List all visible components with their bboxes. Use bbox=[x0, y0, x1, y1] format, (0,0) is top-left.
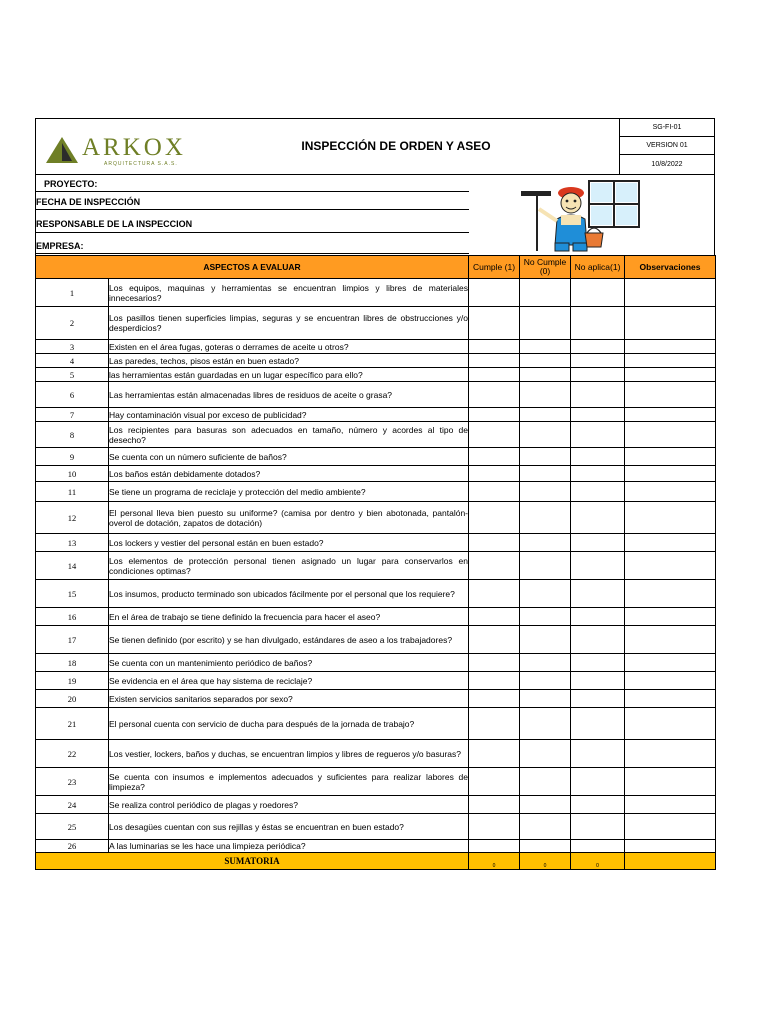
table-row bbox=[36, 654, 716, 672]
proyecto-line bbox=[36, 191, 469, 192]
cell-cumple[interactable] bbox=[469, 672, 520, 690]
cell-observaciones[interactable] bbox=[625, 708, 716, 740]
cell-no-aplica[interactable] bbox=[571, 708, 625, 740]
cell-observaciones[interactable] bbox=[625, 672, 716, 690]
cell-no-cumple[interactable] bbox=[520, 502, 571, 534]
cell-cumple[interactable] bbox=[469, 408, 520, 422]
cell-cumple[interactable] bbox=[469, 448, 520, 466]
cell-cumple[interactable] bbox=[469, 580, 520, 608]
table-row bbox=[36, 740, 716, 768]
cell-observaciones[interactable] bbox=[625, 340, 716, 354]
sum-cumple: 0 bbox=[469, 853, 520, 870]
cell-observaciones[interactable] bbox=[625, 814, 716, 840]
cell-no-cumple[interactable] bbox=[520, 814, 571, 840]
cell-no-aplica[interactable] bbox=[571, 672, 625, 690]
col-header-cumple: Cumple (1) bbox=[469, 256, 520, 279]
table-row bbox=[36, 690, 716, 708]
cell-cumple[interactable] bbox=[469, 534, 520, 552]
table-row bbox=[36, 580, 716, 608]
row-question: Los insumos, producto terminado son ubicados fácilmente por el personal que los requiere? bbox=[109, 580, 469, 608]
cell-observaciones[interactable] bbox=[625, 368, 716, 382]
cell-no-aplica[interactable] bbox=[571, 307, 625, 340]
cell-cumple[interactable] bbox=[469, 382, 520, 408]
row-question: Las herramientas están almacenadas libres de residuos de aceite o grasa? bbox=[109, 382, 469, 408]
row-number: 11 bbox=[36, 482, 109, 502]
cell-observaciones[interactable] bbox=[625, 690, 716, 708]
table-row bbox=[36, 672, 716, 690]
col-header-observaciones: Observaciones bbox=[625, 256, 716, 279]
form-title: INSPECCIÓN DE ORDEN Y ASEO bbox=[301, 139, 491, 153]
cell-no-cumple[interactable] bbox=[520, 534, 571, 552]
row-question: Los equipos, maquinas y herramientas se encuentran limpios y libres de materiales innecesarios? bbox=[109, 279, 469, 307]
cell-observaciones[interactable] bbox=[625, 502, 716, 534]
cell-no-cumple[interactable] bbox=[520, 580, 571, 608]
cell-no-aplica[interactable] bbox=[571, 382, 625, 408]
row-number: 16 bbox=[36, 608, 109, 626]
table-row bbox=[36, 796, 716, 814]
row-number: 6 bbox=[36, 382, 109, 408]
row-question: Las paredes, techos, pisos están en buen estado? bbox=[109, 354, 469, 368]
cell-observaciones[interactable] bbox=[625, 654, 716, 672]
row-question: Hay contaminación visual por exceso de publicidad? bbox=[109, 408, 469, 422]
cell-cumple[interactable] bbox=[469, 796, 520, 814]
cell-no-aplica[interactable] bbox=[571, 279, 625, 307]
cell-no-aplica[interactable] bbox=[571, 502, 625, 534]
table-row bbox=[36, 768, 716, 796]
row-question: Los pasillos tienen superficies limpias, seguras y se encuentran libres de obstrucciones y/o desperdicios? bbox=[109, 307, 469, 340]
responsable-label: RESPONSABLE DE LA INSPECCION bbox=[36, 219, 193, 229]
table-row bbox=[36, 340, 716, 354]
cell-no-cumple[interactable] bbox=[520, 552, 571, 580]
cell-cumple[interactable] bbox=[469, 354, 520, 368]
cell-cumple[interactable] bbox=[469, 840, 520, 853]
inspection-form bbox=[35, 118, 715, 870]
company-logo bbox=[46, 134, 186, 168]
cell-no-aplica[interactable] bbox=[571, 354, 625, 368]
row-number: 21 bbox=[36, 708, 109, 740]
cleaning-worker-illustration bbox=[519, 179, 644, 253]
cell-no-cumple[interactable] bbox=[520, 482, 571, 502]
cell-observaciones[interactable] bbox=[625, 626, 716, 654]
cell-no-aplica[interactable] bbox=[571, 534, 625, 552]
row-question: Se cuenta con un mantenimiento periódico de baños? bbox=[109, 654, 469, 672]
cell-observaciones[interactable] bbox=[625, 354, 716, 368]
cell-observaciones[interactable] bbox=[625, 580, 716, 608]
row-number: 3 bbox=[36, 340, 109, 354]
cell-cumple[interactable] bbox=[469, 340, 520, 354]
inspection-info bbox=[35, 175, 715, 255]
cell-no-cumple[interactable] bbox=[520, 672, 571, 690]
sumatoria-label: SUMATORIA bbox=[36, 853, 469, 870]
table-row bbox=[36, 354, 716, 368]
proyecto-label: PROYECTO: bbox=[44, 179, 98, 189]
cell-cumple[interactable] bbox=[469, 422, 520, 448]
cell-no-aplica[interactable] bbox=[571, 466, 625, 482]
row-question: Los lockers y vestier del personal están en buen estado? bbox=[109, 534, 469, 552]
sum-observaciones bbox=[625, 853, 716, 870]
row-number: 19 bbox=[36, 672, 109, 690]
row-question: Se cuenta con insumos e implementos adecuados y suficientes para realizar labores de limpieza? bbox=[109, 768, 469, 796]
cell-cumple[interactable] bbox=[469, 279, 520, 307]
cell-cumple[interactable] bbox=[469, 708, 520, 740]
sum-no-aplica: 0 bbox=[571, 853, 625, 870]
row-number: 18 bbox=[36, 654, 109, 672]
sumatoria-row bbox=[36, 853, 716, 870]
document-meta bbox=[619, 119, 714, 174]
row-number: 26 bbox=[36, 840, 109, 853]
table-row bbox=[36, 502, 716, 534]
row-question: Existen en el área fugas, goteras o derrames de aceite u otros? bbox=[109, 340, 469, 354]
cell-observaciones[interactable] bbox=[625, 466, 716, 482]
cell-no-aplica[interactable] bbox=[571, 408, 625, 422]
cell-no-cumple[interactable] bbox=[520, 340, 571, 354]
table-row bbox=[36, 279, 716, 307]
cell-observaciones[interactable] bbox=[625, 422, 716, 448]
cell-no-aplica[interactable] bbox=[571, 368, 625, 382]
row-question: Se tienen definido (por escrito) y se han divulgado, estándares de aseo a los trabajadores? bbox=[109, 626, 469, 654]
row-number: 22 bbox=[36, 740, 109, 768]
cell-no-cumple[interactable] bbox=[520, 368, 571, 382]
row-number: 17 bbox=[36, 626, 109, 654]
row-question: Se cuenta con un número suficiente de baños? bbox=[109, 448, 469, 466]
cell-no-aplica[interactable] bbox=[571, 422, 625, 448]
row-question: las herramientas están guardadas en un lugar específico para ello? bbox=[109, 368, 469, 382]
cell-cumple[interactable] bbox=[469, 740, 520, 768]
row-question: Se realiza control periódico de plagas y roedores? bbox=[109, 796, 469, 814]
cell-no-cumple[interactable] bbox=[520, 654, 571, 672]
cell-cumple[interactable] bbox=[469, 690, 520, 708]
cell-no-aplica[interactable] bbox=[571, 580, 625, 608]
cell-cumple[interactable] bbox=[469, 608, 520, 626]
form-header bbox=[35, 118, 715, 175]
cell-observaciones[interactable] bbox=[625, 552, 716, 580]
table-row bbox=[36, 408, 716, 422]
row-number: 9 bbox=[36, 448, 109, 466]
table-row bbox=[36, 382, 716, 408]
row-number: 13 bbox=[36, 534, 109, 552]
cell-observaciones[interactable] bbox=[625, 534, 716, 552]
cell-cumple[interactable] bbox=[469, 466, 520, 482]
cell-no-aplica[interactable] bbox=[571, 552, 625, 580]
table-row bbox=[36, 708, 716, 740]
cell-no-aplica[interactable] bbox=[571, 796, 625, 814]
document-date: 10/8/2022 bbox=[651, 161, 683, 168]
row-number: 12 bbox=[36, 502, 109, 534]
cell-observaciones[interactable] bbox=[625, 740, 716, 768]
row-question: Los desagües cuentan con sus rejillas y éstas se encuentran en buen estado? bbox=[109, 814, 469, 840]
cell-observaciones[interactable] bbox=[625, 448, 716, 466]
row-number: 1 bbox=[36, 279, 109, 307]
cell-no-aplica[interactable] bbox=[571, 608, 625, 626]
table-header-row bbox=[36, 256, 716, 279]
row-number: 15 bbox=[36, 580, 109, 608]
row-question: Se tiene un programa de reciclaje y protección del medio ambiente? bbox=[109, 482, 469, 502]
logo-text: ARKOX bbox=[82, 134, 186, 161]
cell-no-cumple[interactable] bbox=[520, 690, 571, 708]
table-row bbox=[36, 422, 716, 448]
row-number: 8 bbox=[36, 422, 109, 448]
cell-cumple[interactable] bbox=[469, 502, 520, 534]
evaluation-table bbox=[35, 255, 716, 870]
cell-no-aplica[interactable] bbox=[571, 448, 625, 466]
cell-observaciones[interactable] bbox=[625, 279, 716, 307]
row-number: 24 bbox=[36, 796, 109, 814]
col-header-no-cumple: No Cumple (0) bbox=[520, 256, 571, 279]
cell-no-cumple[interactable] bbox=[520, 626, 571, 654]
row-number: 20 bbox=[36, 690, 109, 708]
table-row bbox=[36, 814, 716, 840]
cell-observaciones[interactable] bbox=[625, 840, 716, 853]
cell-cumple[interactable] bbox=[469, 482, 520, 502]
sum-no-cumple: 0 bbox=[520, 853, 571, 870]
logo-triangle-icon bbox=[46, 137, 78, 163]
row-number: 2 bbox=[36, 307, 109, 340]
cell-no-cumple[interactable] bbox=[520, 740, 571, 768]
table-row bbox=[36, 534, 716, 552]
document-code: SG-FI-01 bbox=[620, 119, 714, 137]
empresa-line bbox=[36, 253, 469, 254]
row-question: A las luminarias se les hace una limpieza periódica? bbox=[109, 840, 469, 853]
cell-observaciones[interactable] bbox=[625, 768, 716, 796]
row-question: El personal cuenta con servicio de ducha para después de la jornada de trabajo? bbox=[109, 708, 469, 740]
cell-observaciones[interactable] bbox=[625, 382, 716, 408]
cell-cumple[interactable] bbox=[469, 307, 520, 340]
col-header-no-aplica: No aplica(1) bbox=[571, 256, 625, 279]
row-question: Los vestier, lockers, baños y duchas, se encuentran limpios y libres de regueros y/o basuras? bbox=[109, 740, 469, 768]
row-number: 5 bbox=[36, 368, 109, 382]
cell-no-aplica[interactable] bbox=[571, 340, 625, 354]
empresa-label: EMPRESA: bbox=[36, 241, 84, 251]
row-number: 7 bbox=[36, 408, 109, 422]
cell-no-cumple[interactable] bbox=[520, 840, 571, 853]
row-number: 23 bbox=[36, 768, 109, 796]
cell-no-cumple[interactable] bbox=[520, 279, 571, 307]
row-number: 25 bbox=[36, 814, 109, 840]
row-question: Los baños están debidamente dotados? bbox=[109, 466, 469, 482]
cell-observaciones[interactable] bbox=[625, 796, 716, 814]
table-row bbox=[36, 626, 716, 654]
responsable-line bbox=[36, 232, 469, 233]
cell-cumple[interactable] bbox=[469, 814, 520, 840]
cell-cumple[interactable] bbox=[469, 768, 520, 796]
row-question: En el área de trabajo se tiene definido la frecuencia para hacer el aseo? bbox=[109, 608, 469, 626]
cell-cumple[interactable] bbox=[469, 626, 520, 654]
cell-no-cumple[interactable] bbox=[520, 422, 571, 448]
cell-no-aplica[interactable] bbox=[571, 690, 625, 708]
table-row bbox=[36, 552, 716, 580]
cell-cumple[interactable] bbox=[469, 552, 520, 580]
cell-observaciones[interactable] bbox=[625, 307, 716, 340]
cell-no-aplica[interactable] bbox=[571, 768, 625, 796]
cell-no-aplica[interactable] bbox=[571, 626, 625, 654]
cell-no-cumple[interactable] bbox=[520, 466, 571, 482]
cell-cumple[interactable] bbox=[469, 368, 520, 382]
cell-observaciones[interactable] bbox=[625, 482, 716, 502]
fecha-label: FECHA DE INSPECCIÓN bbox=[36, 197, 141, 207]
table-row bbox=[36, 608, 716, 626]
cell-no-aplica[interactable] bbox=[571, 740, 625, 768]
cell-no-aplica[interactable] bbox=[571, 654, 625, 672]
cell-no-cumple[interactable] bbox=[520, 382, 571, 408]
table-row bbox=[36, 448, 716, 466]
row-question: Se evidencia en el área que hay sistema de reciclaje? bbox=[109, 672, 469, 690]
row-number: 14 bbox=[36, 552, 109, 580]
table-row bbox=[36, 482, 716, 502]
logo-subtext: ARQUITECTURA S.A.S. bbox=[104, 161, 178, 167]
col-header-aspectos: ASPECTOS A EVALUAR bbox=[36, 256, 469, 279]
cell-no-cumple[interactable] bbox=[520, 354, 571, 368]
cell-no-cumple[interactable] bbox=[520, 608, 571, 626]
row-question: El personal lleva bien puesto su uniforme? (camisa por dentro y bien abotonada, pantalón-overol de dotación, zapatos de dotación) bbox=[109, 502, 469, 534]
table-row bbox=[36, 307, 716, 340]
table-row bbox=[36, 466, 716, 482]
cell-no-cumple[interactable] bbox=[520, 768, 571, 796]
cell-cumple[interactable] bbox=[469, 654, 520, 672]
row-question: Los elementos de protección personal tienen asignado un lugar para conservarlos en condiciones optimas? bbox=[109, 552, 469, 580]
row-number: 4 bbox=[36, 354, 109, 368]
table-row bbox=[36, 368, 716, 382]
cell-no-cumple[interactable] bbox=[520, 708, 571, 740]
document-version: VERSION 01 bbox=[620, 137, 714, 155]
cell-no-cumple[interactable] bbox=[520, 307, 571, 340]
cell-no-cumple[interactable] bbox=[520, 408, 571, 422]
row-number: 10 bbox=[36, 466, 109, 482]
cell-no-aplica[interactable] bbox=[571, 840, 625, 853]
cell-no-aplica[interactable] bbox=[571, 482, 625, 502]
row-question: Los recipientes para basuras son adecuados en tamaño, número y acordes al tipo de desecho? bbox=[109, 422, 469, 448]
cell-observaciones[interactable] bbox=[625, 608, 716, 626]
cell-no-cumple[interactable] bbox=[520, 796, 571, 814]
table-row bbox=[36, 840, 716, 853]
fecha-line bbox=[36, 209, 469, 210]
row-question: Existen servicios sanitarios separados por sexo? bbox=[109, 690, 469, 708]
cell-no-cumple[interactable] bbox=[520, 448, 571, 466]
cell-observaciones[interactable] bbox=[625, 408, 716, 422]
cell-no-aplica[interactable] bbox=[571, 814, 625, 840]
